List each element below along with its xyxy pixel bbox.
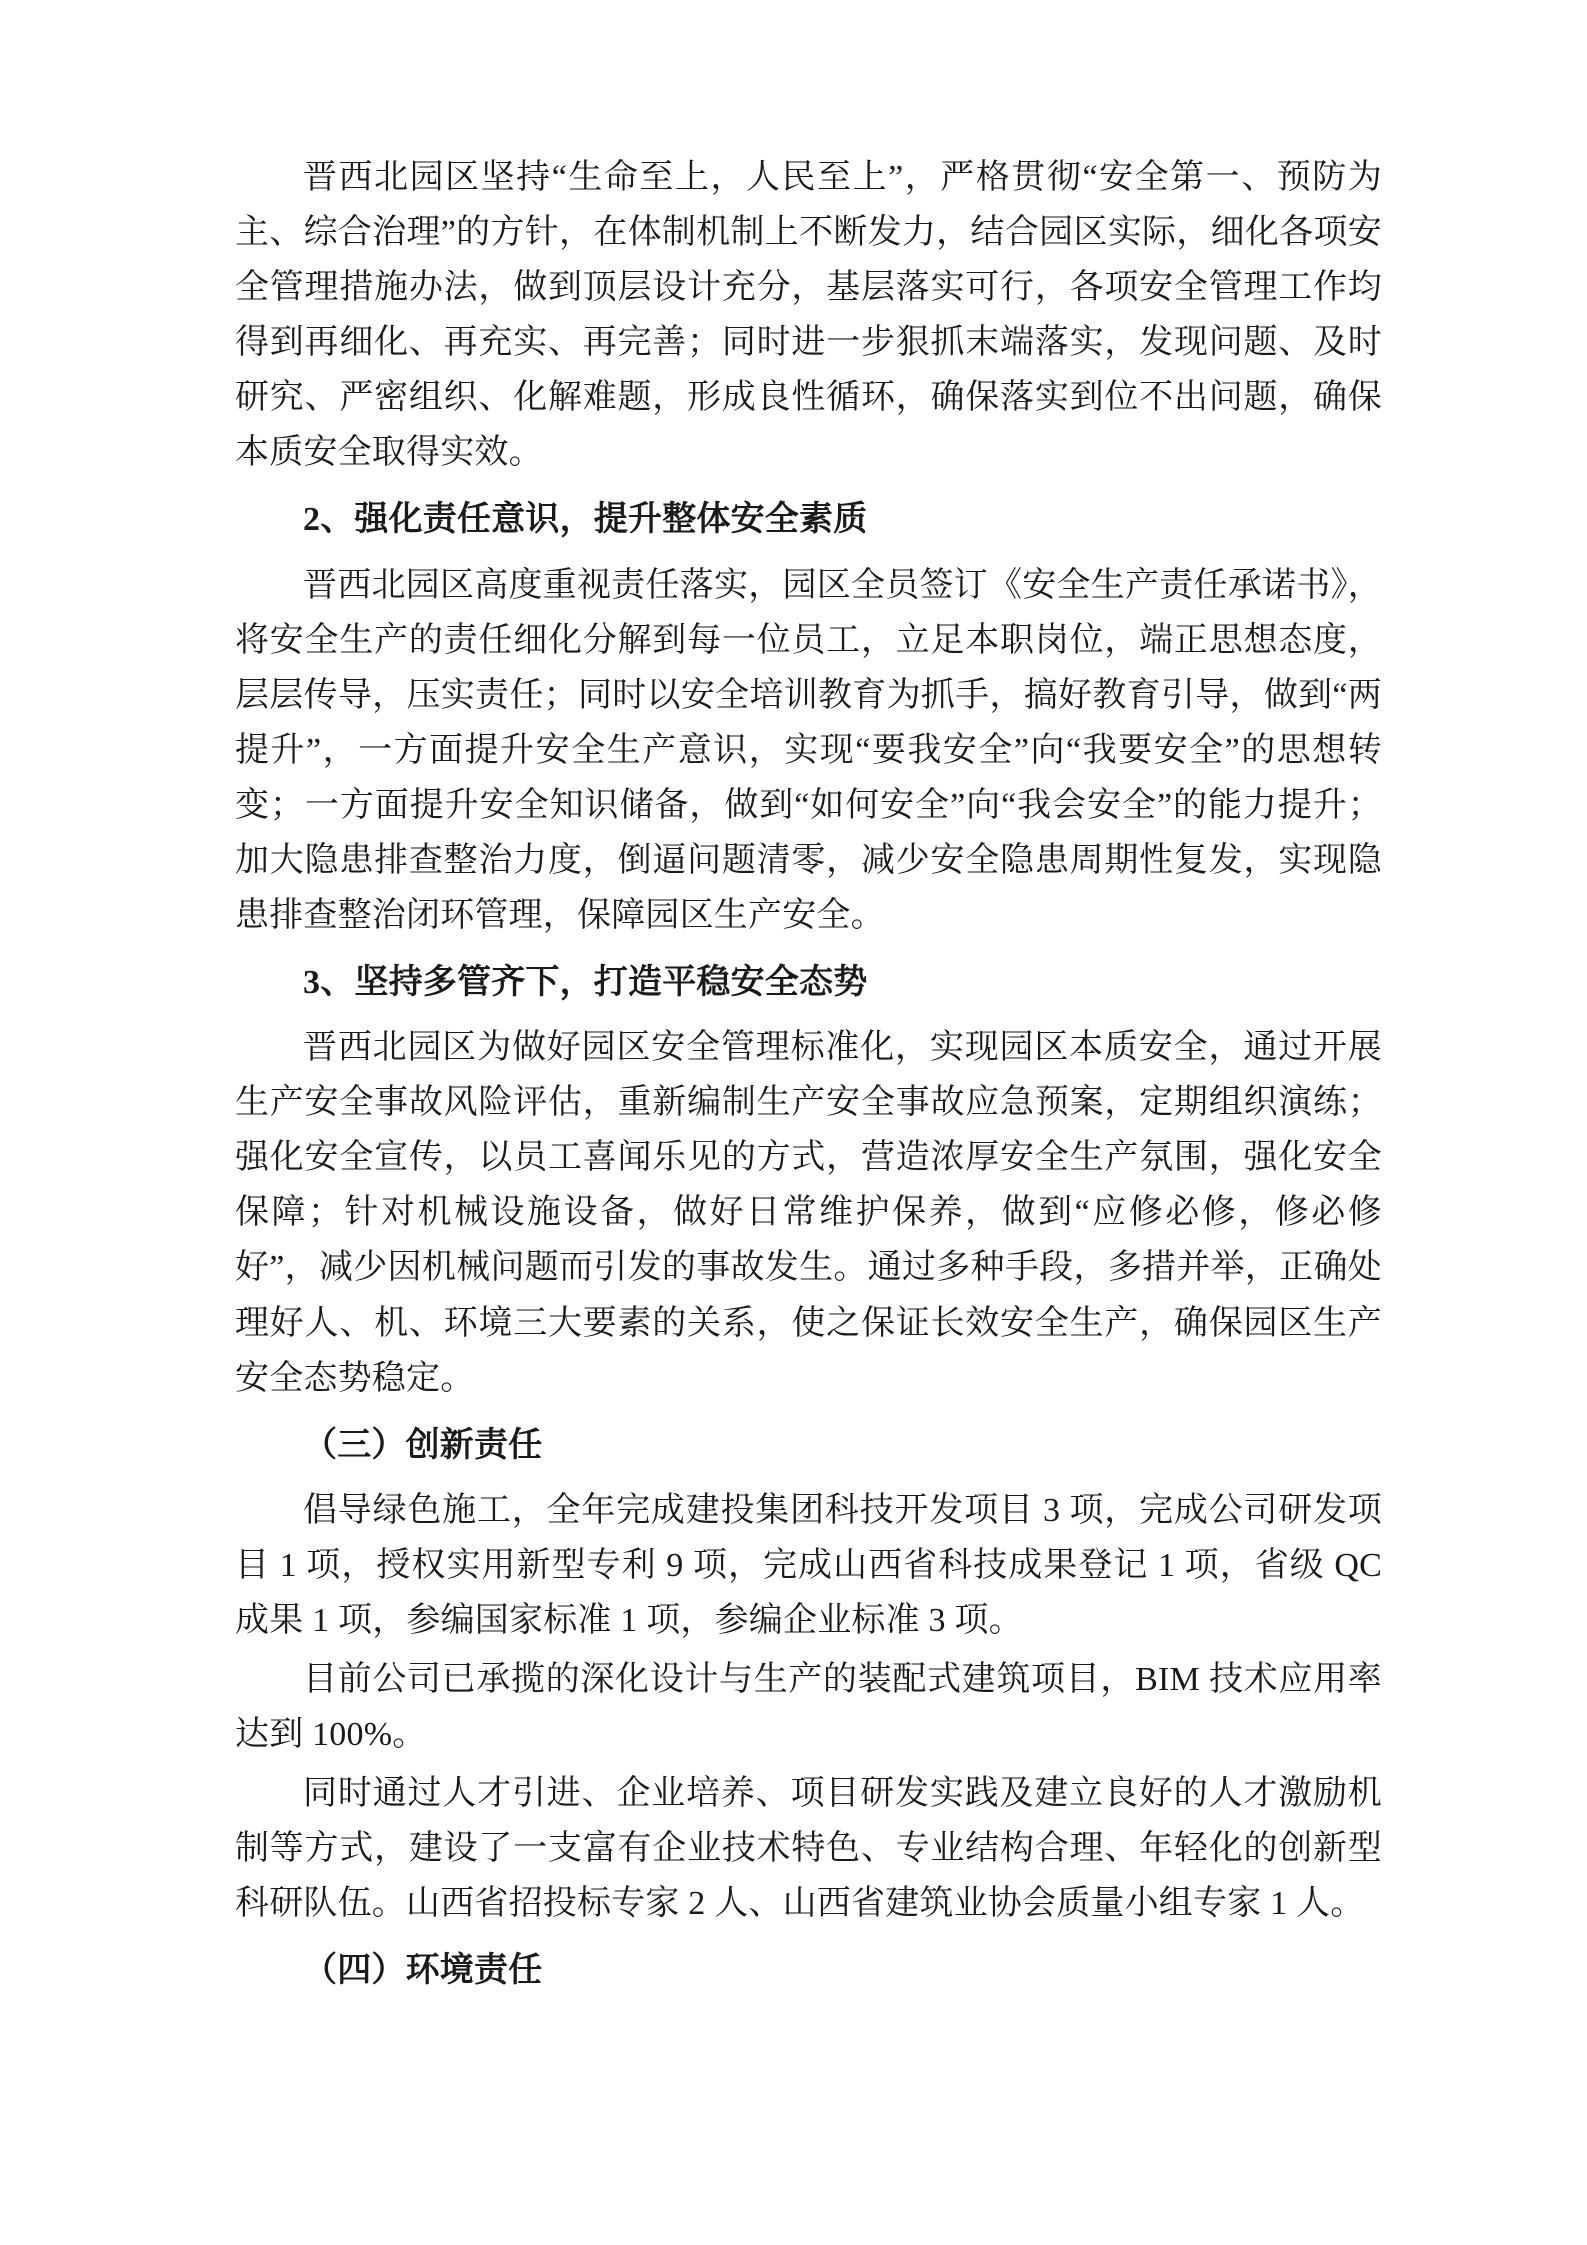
paragraph-bim-application: 目前公司已承揽的深化设计与生产的装配式建筑项目，BIM 技术应用率达到 100%。: [235, 1661, 1382, 1754]
paragraph-talent-development: 同时通过人才引进、企业培养、项目研发实践及建立良好的人才激励机制等方式，建设了一支富有企业技术特色、专业结构合理、年轻化的创新型科研队伍。山西省招投标专家 2 人、山西省建筑业协会质量小组专家 1 人。: [235, 1775, 1382, 1923]
heading-section-four-environment: （四）环境责任: [303, 1952, 543, 1990]
subheading-3-multi-measures: 3、坚持多管齐下，打造平稳安全态势: [303, 964, 868, 1002]
paragraph-green-construction: 倡导绿色施工，全年完成建投集团科技开发项目 3 项，完成公司研发项目 1 项，授权实用新型专利 9 项，完成山西省科技成果登记 1 项，省级 QC 成果 1 项，参编国家标准 1 项，参编企业标准 3 项。: [235, 1491, 1382, 1639]
paragraph-safety-principle: 晋西北园区坚持“生命至上，人民至上”，严格贯彻“安全第一、预防为主、综合治理”的方针，在体制机制上不断发力，结合园区实际，细化各项安全管理措施办法，做到顶层设计充分，基层落实可行，各项安全管理工作均得到再细化、再充实、再完善；同时进一步狠抓末端落实，发现问题、及时研究、严密组织、化解难题，形成良性循环，确保落实到位不出问题，确保本质安全取得实效。: [235, 159, 1382, 472]
subheading-2-responsibility-awareness: 2、强化责任意识，提升整体安全素质: [303, 501, 868, 539]
paragraph-safety-standardization: 晋西北园区为做好园区安全管理标准化，实现园区本质安全，通过开展生产安全事故风险评估，重新编制生产安全事故应急预案，定期组织演练；强化安全宣传，以员工喜闻乐见的方式，营造浓厚安全生产氛围，强化安全保障；针对机械设施设备，做好日常维护保养，做到“应修必修，修必修好”，减少因机械问题而引发的事故发生。通过多种手段，多措并举，正确处理好人、机、环境三大要素的关系，使之保证长效安全生产，确保园区生产安全态势稳定。: [235, 1029, 1382, 1397]
document-body: [235, 150, 1382, 1999]
heading-section-three-innovation: （三）创新责任: [303, 1426, 543, 1464]
paragraph-responsibility-implementation: 晋西北园区高度重视责任落实，园区全员签订《安全生产责任承诺书》，将安全生产的责任细化分解到每一位员工，立足本职岗位，端正思想态度，层层传导，压实责任；同时以安全培训教育为抓手，搞好教育引导，做到“两提升”，一方面提升安全生产意识，实现“要我安全”向“我要安全”的思想转变；一方面提升安全知识储备，做到“如何安全”向“我会安全”的能力提升；加大隐患排查整治力度，倒逼问题清零，减少安全隐患周期性复发，实现隐患排查整治闭环管理，保障园区生产安全。: [235, 566, 1382, 935]
